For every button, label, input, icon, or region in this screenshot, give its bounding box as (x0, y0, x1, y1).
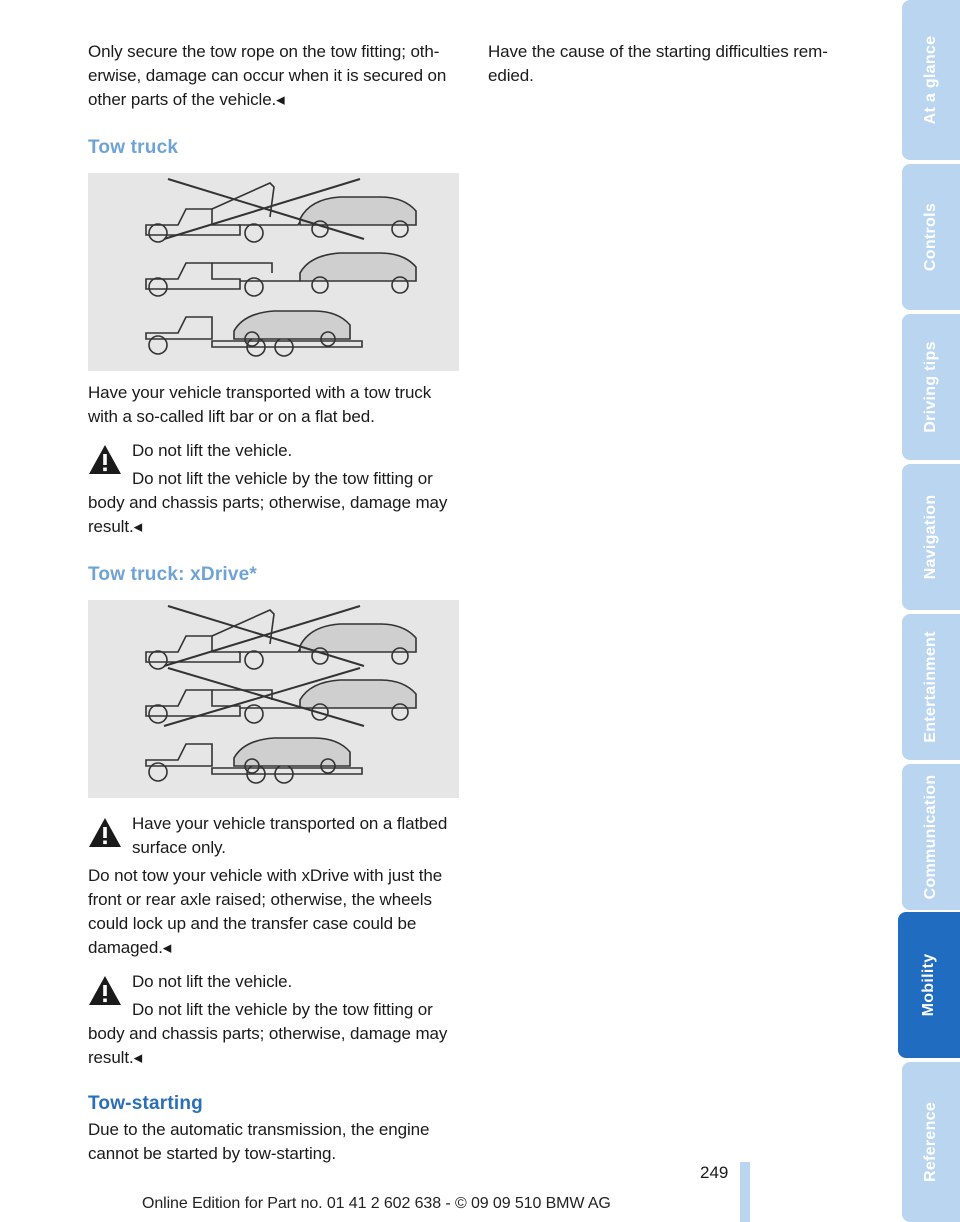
page-number-bar (740, 1162, 750, 1222)
side-tab-driving-tips[interactable] (902, 314, 960, 460)
heading-tow-truck: Tow truck (88, 137, 179, 158)
heading-tow-starting: Tow-starting (88, 1093, 203, 1114)
side-tab-controls[interactable] (902, 164, 960, 310)
side-tab-label: At a glance (922, 35, 939, 125)
side-tab-navigation[interactable] (902, 464, 960, 610)
figure-tow-truck (88, 173, 459, 371)
side-tab-label: Reference (922, 1101, 939, 1183)
side-tab-entertainment[interactable] (902, 614, 960, 760)
tow-truck-illustration (88, 173, 459, 371)
warning-block-1 (88, 439, 464, 539)
footer-edition: Online Edition for Part no. 01 41 2 602 638 - © 09 09 510 BMW AG (142, 1195, 611, 1212)
side-tab-at-a-glance[interactable] (902, 0, 960, 160)
side-tab-mobility[interactable] (898, 912, 960, 1058)
warning-triangle-icon (88, 816, 122, 850)
warning-3-line-2: Do not lift the vehicle by the tow fitting or body and chassis parts; otherwise, damage may result.◂ (88, 1000, 448, 1067)
warning-triangle-icon (88, 443, 122, 477)
side-tab-label: Mobility (920, 953, 937, 1017)
left-column (88, 40, 464, 1166)
paragraph-starting-difficulties: Have the cause of the starting difficulties rem-edied. (488, 42, 828, 85)
side-tab-label: Controls (922, 202, 939, 272)
side-tab-label: Entertainment (922, 631, 939, 743)
warning-2-text: Have your vehicle transported on a flatbed surface only. (132, 814, 448, 857)
side-tab-communication[interactable] (902, 764, 960, 910)
side-tab-label: Communication (922, 774, 939, 900)
side-tab-reference[interactable] (902, 1062, 960, 1222)
right-column (488, 40, 868, 88)
warning-3-line-1: Do not lift the vehicle. (132, 972, 293, 991)
warning-block-3 (88, 970, 464, 1070)
warning-triangle-icon (88, 974, 122, 1008)
paragraph-tow-starting: Due to the automatic transmission, the engine cannot be started by tow-starting. (88, 1120, 430, 1163)
figure-tow-truck-xdrive (88, 600, 459, 798)
paragraph-transport: Have your vehicle transported with a tow truck with a so-called lift bar or on a flat bed. (88, 383, 432, 426)
warning-1-line-2: Do not lift the vehicle by the tow fitting or body and chassis parts; otherwise, damage may result.◂ (88, 469, 448, 536)
warning-block-2 (88, 812, 464, 860)
warning-1-line-1: Do not lift the vehicle. (132, 441, 293, 460)
side-tab-label: Driving tips (922, 341, 939, 433)
heading-tow-truck-xdrive: Tow truck: xDrive* (88, 564, 258, 585)
tow-truck-xdrive-illustration (88, 600, 459, 798)
side-tab-label: Navigation (922, 494, 939, 580)
paragraph-tow-rope: Only secure the tow rope on the tow fitting; oth-erwise, damage can occur when it is secured on other parts of the vehicle.◂ (88, 42, 447, 109)
page-number: 249 (700, 1163, 729, 1182)
paragraph-xdrive-tow: Do not tow your vehicle with xDrive with just the front or rear axle raised; otherwise, the wheels could lock up and the transfer case could be damaged.◂ (88, 866, 443, 957)
